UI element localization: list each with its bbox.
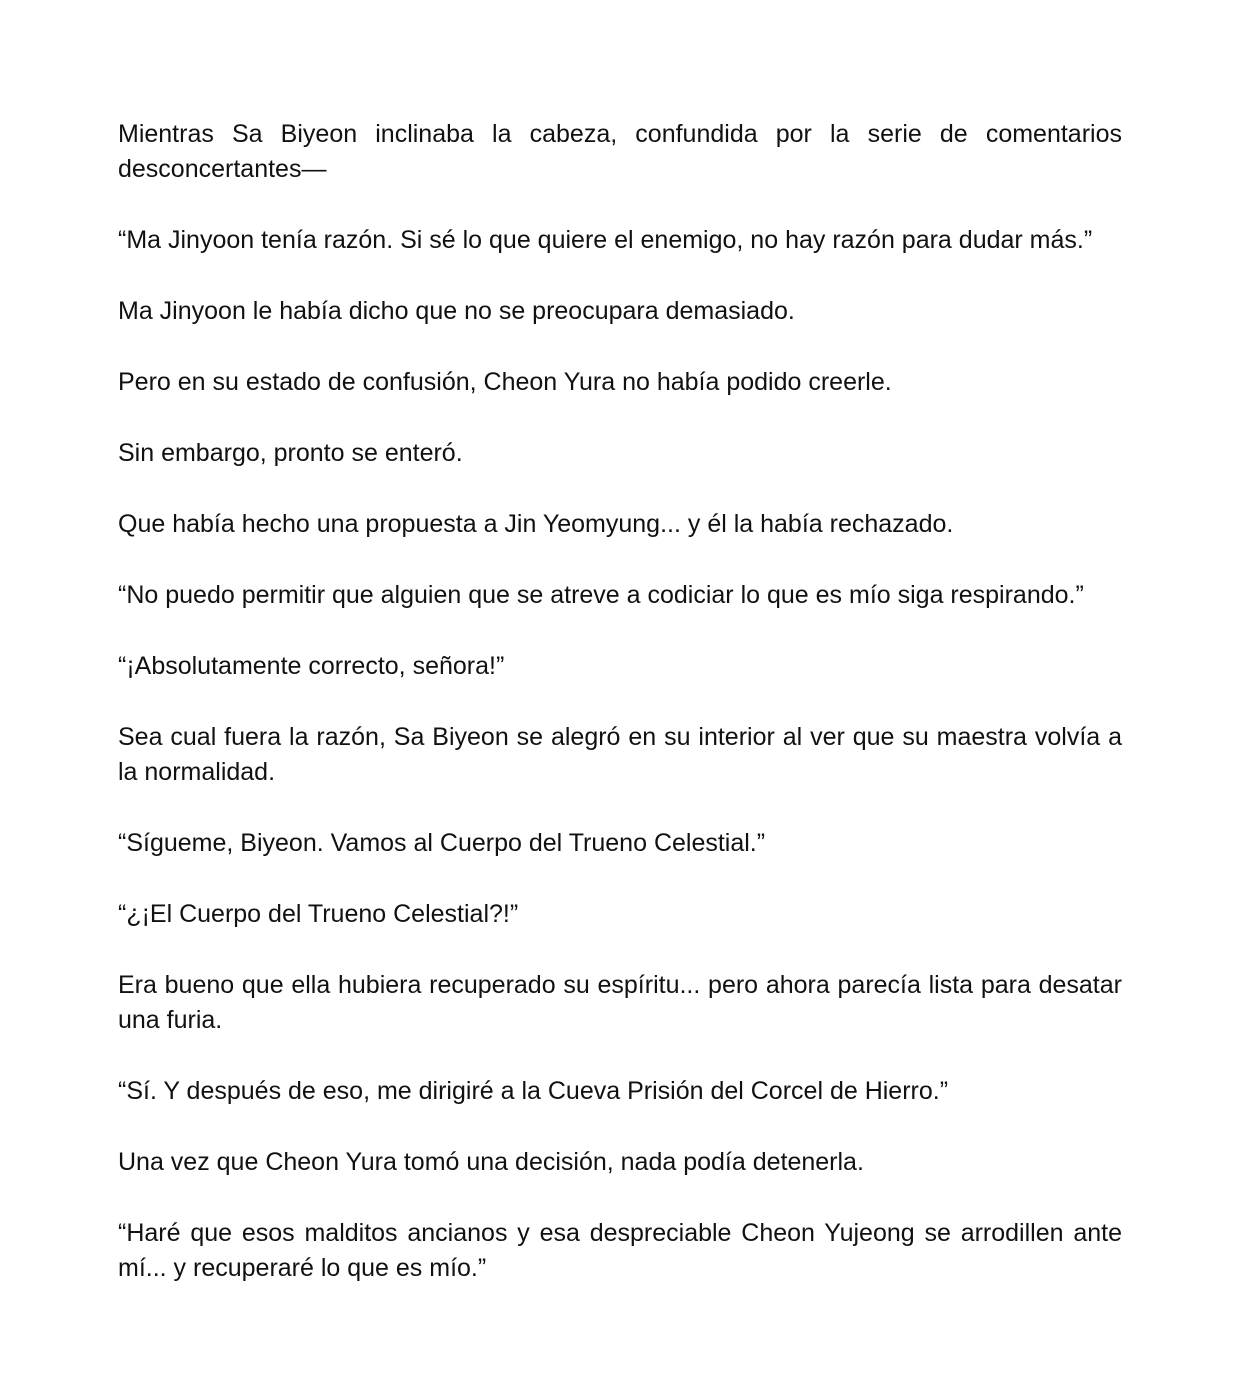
- paragraph-3: Ma Jinyoon le había dicho que no se preocupara demasiado.: [118, 297, 795, 325]
- paragraph-9: Sea cual fuera la razón, Sa Biyeon se alegró en su interior al ver que su maestra volvía a la normalidad.: [118, 723, 1122, 786]
- paragraph-7: “No puedo permitir que alguien que se atreve a codiciar lo que es mío siga respirando.”: [118, 581, 1084, 609]
- paragraph-4: Pero en su estado de confusión, Cheon Yura no había podido creerle.: [118, 368, 892, 396]
- paragraph-5: Sin embargo, pronto se enteró.: [118, 439, 463, 467]
- paragraph-10: “Sígueme, Biyeon. Vamos al Cuerpo del Trueno Celestial.”: [118, 829, 766, 857]
- paragraph-11: “¿¡El Cuerpo del Trueno Celestial?!”: [118, 900, 519, 928]
- paragraph-1: Mientras Sa Biyeon inclinaba la cabeza, confundida por la serie de comentarios desconcertantes—: [118, 120, 1122, 183]
- paragraph-15: “Haré que esos malditos ancianos y esa despreciable Cheon Yujeong se arrodillen ante mí... y recuperaré lo que es mío.”: [118, 1219, 1122, 1282]
- paragraph-14: Una vez que Cheon Yura tomó una decisión, nada podía detenerla.: [118, 1148, 864, 1176]
- document-page: [118, 117, 1122, 1286]
- paragraph-6: Que había hecho una propuesta a Jin Yeomyung... y él la había rechazado.: [118, 510, 954, 538]
- paragraph-8: “¡Absolutamente correcto, señora!”: [118, 652, 505, 680]
- paragraph-2: “Ma Jinyoon tenía razón. Si sé lo que quiere el enemigo, no hay razón para dudar más.”: [118, 226, 1093, 254]
- paragraph-12: Era bueno que ella hubiera recuperado su espíritu... pero ahora parecía lista para desatar una furia.: [118, 971, 1122, 1034]
- paragraph-13: “Sí. Y después de eso, me dirigiré a la Cueva Prisión del Corcel de Hierro.”: [118, 1077, 949, 1105]
